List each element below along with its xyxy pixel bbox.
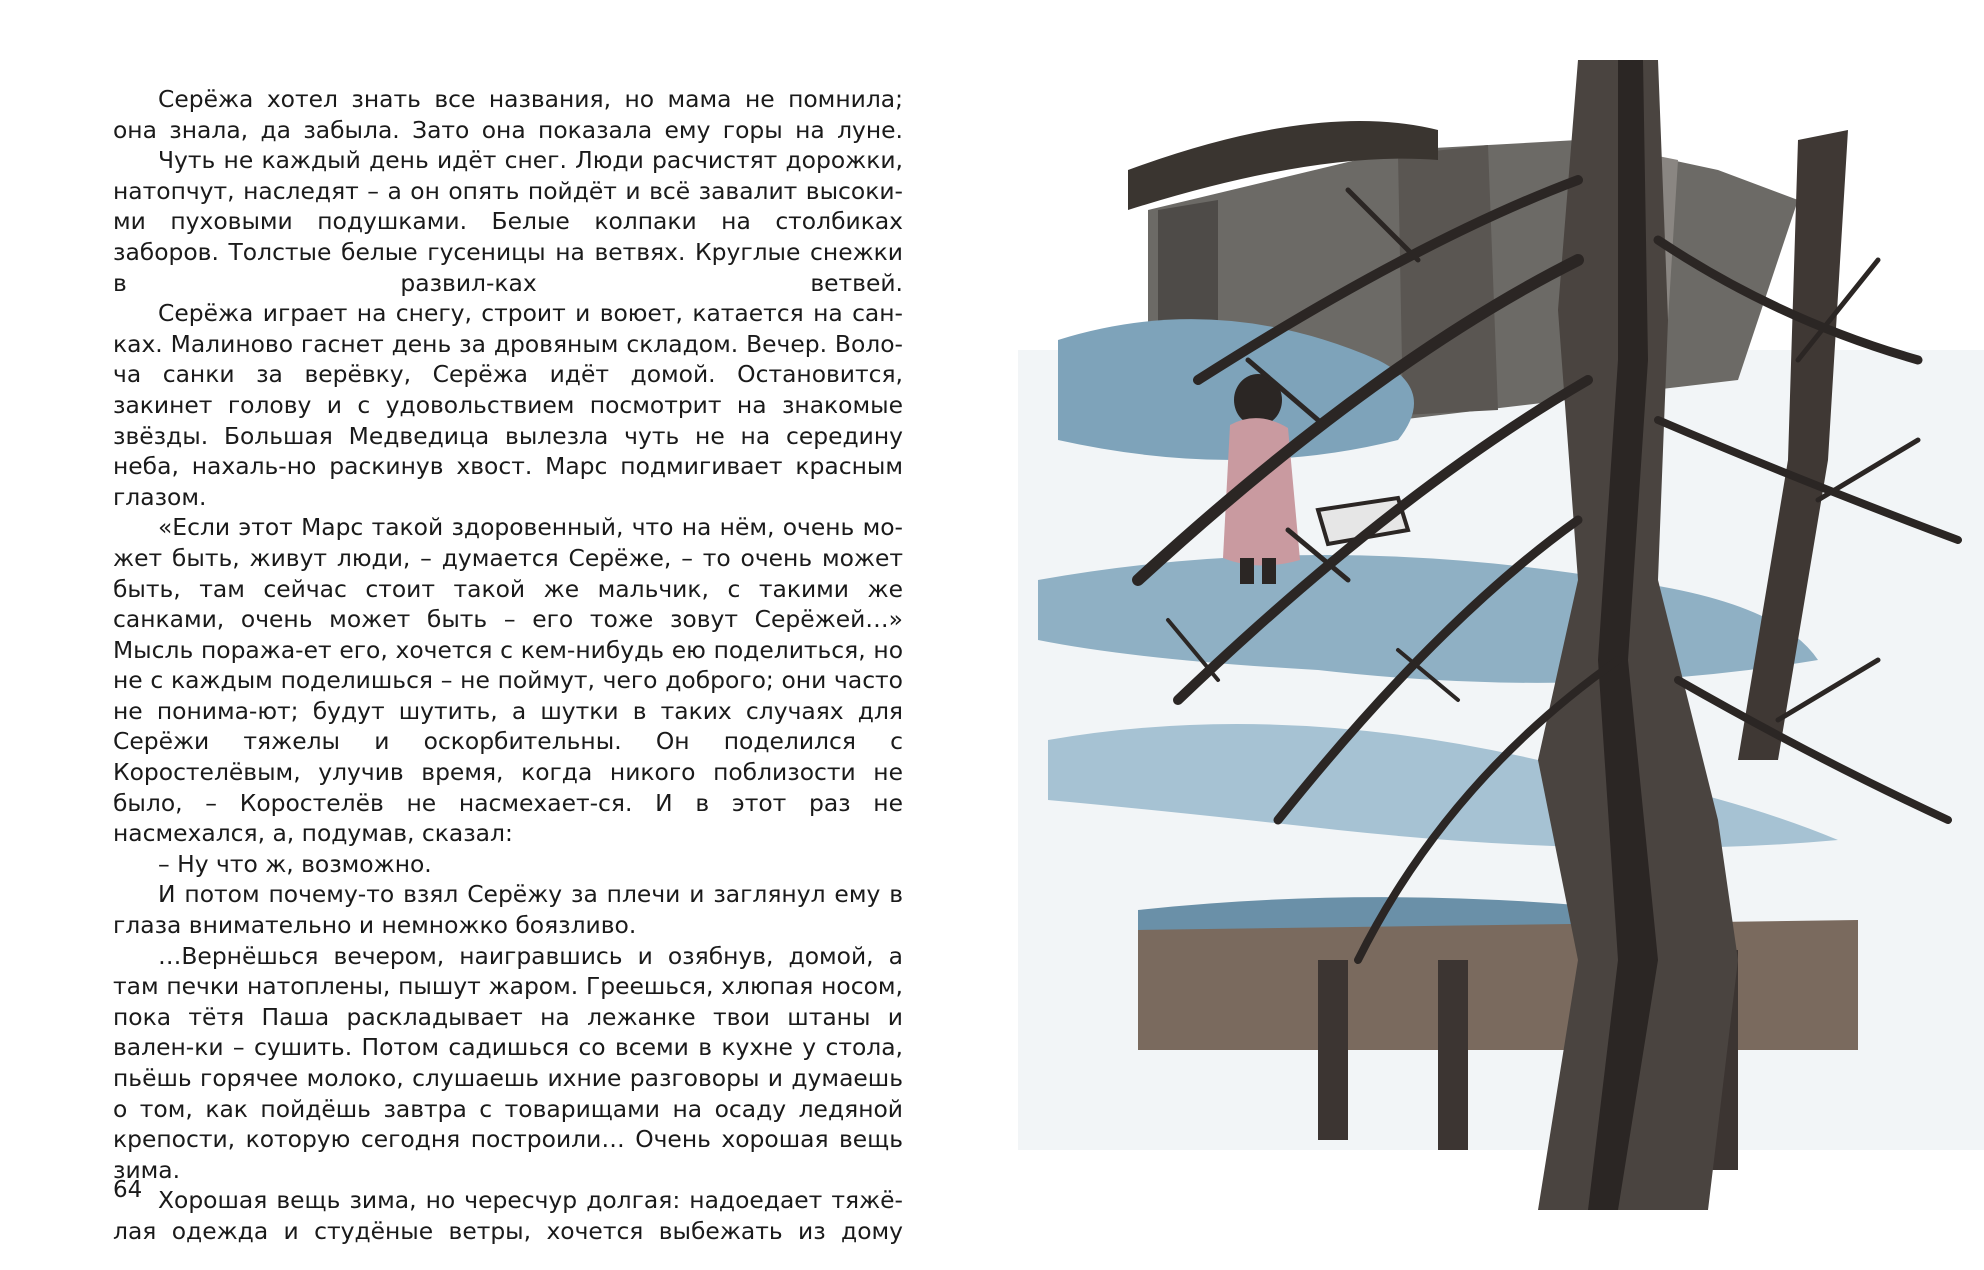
paragraph: И потом почему-то взял Серёжу за плечи и заглянул ему в глаза внимательно и немножко боязливо. [113,880,903,940]
paragraph: Серёжа играет на снегу, строит и воюет, катается на сан-ках. Малиново гаснет день за дровяным складом. Вечер. Воло-ча санки за верёвку, Серёжа идёт домой. Остановится, закинет голову и с удовольствием посмотрит на знакомые звёзды. Большая Медведица вылезла чуть не на середину неба, нахаль-но раскинув хвост. Марс подмигивает красным глазом. [113,299,903,511]
shed-panel [1398,145,1498,415]
fence [1138,920,1858,1050]
paragraph: Чуть не каждый день идёт снег. Люди расчистят дорожки, натопчут, наследят – а он опять пойдёт и всё завалит высоки-ми пуховыми подушками. Белые колпаки на столбиках заборов. Толстые белые гусеницы на ветвях. Круглые снежки в развил-ках ветвей. [113,146,903,297]
winter-tree-illustration-icon [1018,60,1984,1210]
text-column [113,84,903,1247]
paragraph: – Ну что ж, возможно. [158,849,432,878]
paragraph: «Если этот Марс такой здоровенный, что на нём, очень мо-жет быть, живут люди, – думается Серёже, – то очень может быть, там сейчас стоит такой же мальчик, с такими же санками, очень может быть – его тоже зовут Серёжей…» Мысль поража-ет его, хочется с кем-нибудь ею поделиться, но не с каждым поделишься – не поймут, чего доброго; они часто не понима-ют; будут шутить, а шутки в таких случаях для Серёжи тяжелы и оскорбительны. Он поделился с Коростелёвым, улучив время, когда никого поблизости не было, – Коростелёв не насмехает-ся. И в этот раз не насмехался, а, подумав, сказал: [113,513,903,848]
paragraph: Серёжа хотел знать все названия, но мама не помнила; она знала, да забыла. Зато она показала ему горы на луне. [113,85,903,144]
illustration [1018,60,1984,1210]
paragraph: …Вернёшься вечером, наигравшись и озябнув, домой, а там печки натоплены, пышут жаром. Греешься, хлюпая носом, пока тётя Паша раскладывает на лежанке твои штаны и вален-ки – сушить. Потом садишься со всеми в кухне у стола, пьёшь горячее молоко, слушаешь ихние разговоры и думаешь о том, как пойдёшь завтра с товарищами на осаду ледяной крепости, которую сегодня построили… Очень хорошая вещь зима. [113,941,903,1184]
paragraph: Хорошая вещь зима, но чересчур долгая: надоедает тяжё-лая одежда и студёные ветры, хочется выбежать из дому [113,1186,903,1245]
page-number: 64 [113,1177,143,1203]
